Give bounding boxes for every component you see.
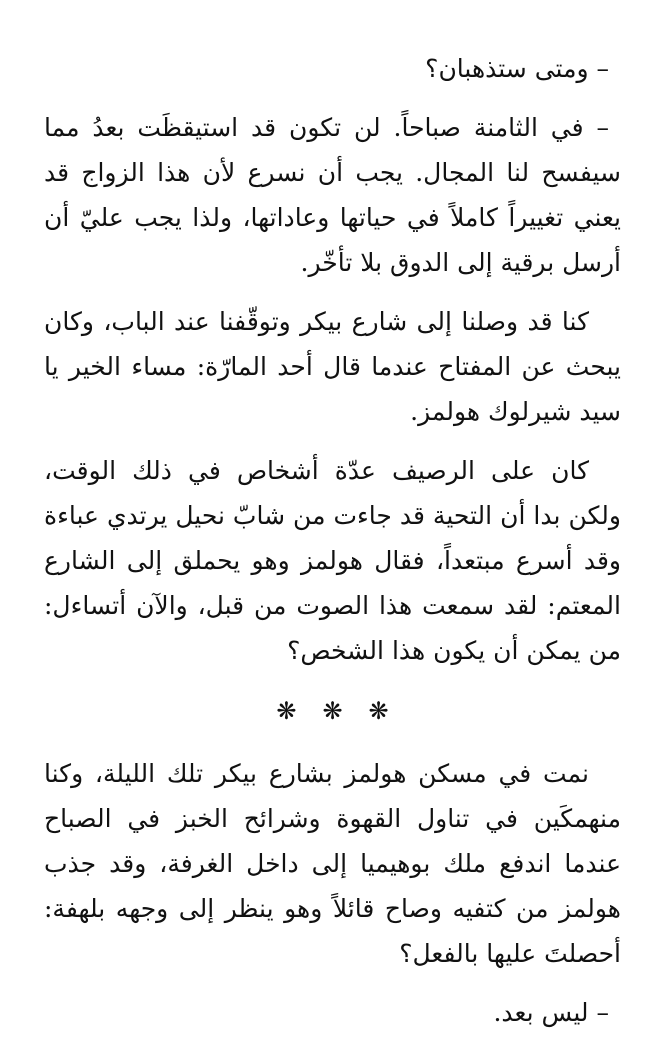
paragraph-baker-street: كنا قد وصلنا إلى شارع بيكر وتوقّفنا عند الباب، وكان يبحث عن المفتاح عندما قال أحد المارّة: مساء الخير يا سيد شيرلوك هولمز. xyxy=(44,307,621,426)
dialog-line-when-leaving: – ومتى ستذهبان؟ xyxy=(425,54,609,83)
book-page xyxy=(44,46,621,1049)
section-break-ornament: ❋❋❋ xyxy=(276,697,415,725)
paragraph-pavement-greeting: كان على الرصيف عدّة أشخاص في ذلك الوقت، ولكن بدا أن التحية قد جاءت من شابّ نحيل يرتدي عباءة وقد أسرع مبتعداً، فقال هولمز وهو يحملق إلى الشارع المعتم: لقد سمعت هذا الصوت من قبل، والآن أتساءل: من يمكن أن يكون هذا الشخص؟ xyxy=(44,456,621,665)
paragraph-king-of-bohemia: نمت في مسكن هولمز بشارع بيكر تلك الليلة، وكنا منهمكَين في تناول القهوة وشرائح الخبز في الصباح عندما اندفع ملك بوهيميا إلى داخل الغرفة، وقد جذب هولمز من كتفيه وصاح قائلاً وهو ينظر إلى وجهه بلهفة: أحصلتَ عليها بالفعل؟ xyxy=(44,759,621,968)
dialog-line-not-yet: – ليس بعد. xyxy=(493,998,609,1027)
dialog-line-eight-morning: – في الثامنة صباحاً. لن تكون قد استيقظَت بعدُ مما سيفسح لنا المجال. يجب أن نسرع لأن هذا الزواج قد يعني تغييراً كاملاً في حياتها وعاداتها، ولذا يجب عليّ أن أرسل برقية إلى الدوق بلا تأخّر. xyxy=(44,113,621,277)
